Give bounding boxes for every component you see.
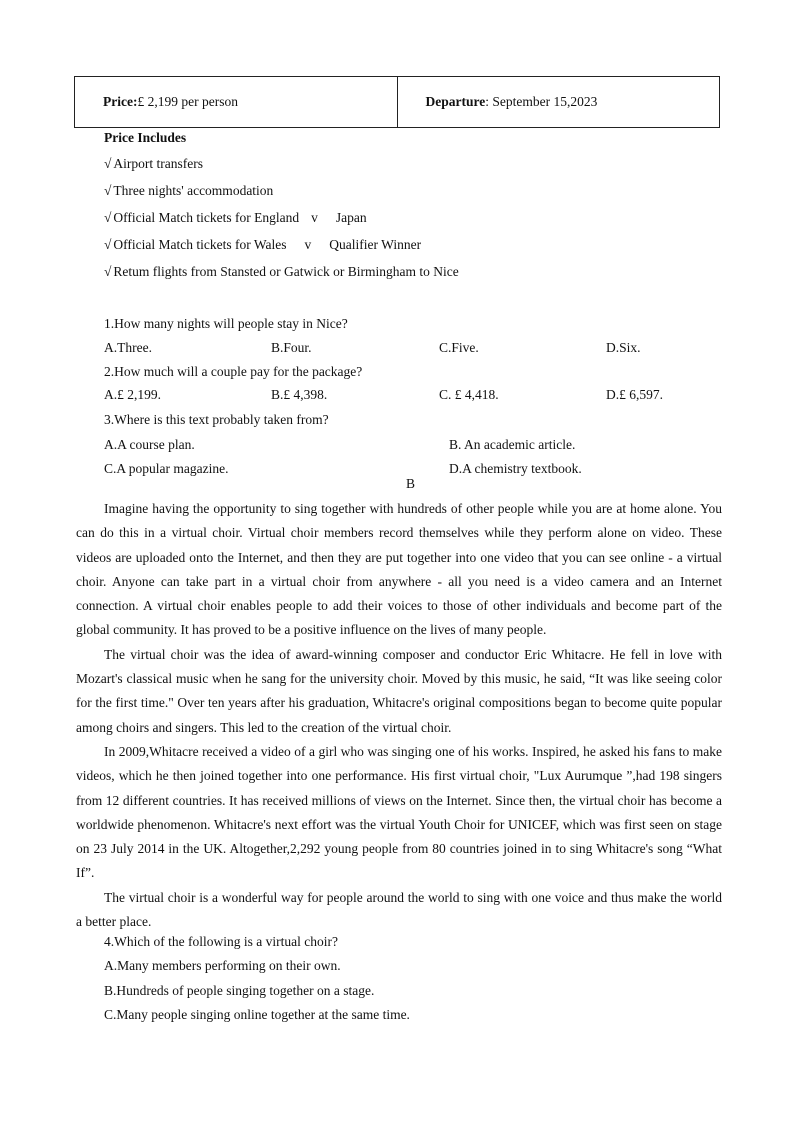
paragraph: The virtual choir was the idea of award-winning composer and conductor Eric Whitacre. He fell in love with Mozart's classical music when he sang for the university choir. Moved by this music, he said, “It was like seeing color for the first time." Over ten years after his graduation, Whitacre's original compositions began to become quite popular among choirs and singers. This led to the creation of the virtual choir.: [76, 646, 722, 735]
includes-title: Price Includes: [104, 130, 187, 145]
option: A.Many members performing on their own.: [104, 958, 341, 974]
option: B.£ 4,398.: [271, 387, 328, 402]
check-icon: √: [104, 237, 112, 252]
includes-list: [104, 155, 459, 290]
paragraph: In 2009,Whitacre received a video of a girl who was singing one of his works. Inspired, he asked his fans to make videos, which he then joined together into one performance. His first virtual choir, "Lux Aurumque ”,had 198 singers from 12 different countries. It has received millions of views on the Internet. Since then, the virtual choir has become a worldwide phenomenon. Whitacre's next effort was the virtual Youth Choir for UNICEF, which was first seen on stage on 23 July 2014 in the UK. Altogether,2,292 young people from 80 countries joined in to sing Whitacre's song “What If”.: [76, 743, 722, 881]
vs-text: v: [311, 210, 318, 225]
departure-label: Departure: [425, 94, 486, 109]
option-row: [104, 386, 724, 404]
option: D.A chemistry textbook.: [449, 461, 582, 476]
option: D.£ 6,597.: [606, 387, 663, 402]
question-4: [104, 933, 410, 1030]
price-cell: [75, 77, 397, 127]
option: C.Five.: [439, 340, 479, 355]
question-stem: 4.Which of the following is a virtual choir?: [104, 934, 338, 949]
vs-text: v: [304, 237, 312, 252]
price-value: £ 2,199 per person: [137, 94, 238, 109]
option: C.Many people singing online together at the same time.: [104, 1006, 410, 1022]
reading-passage: [76, 497, 722, 934]
option-row: [104, 339, 724, 357]
option: C. £ 4,418.: [439, 387, 499, 402]
option: B.Hundreds of people singing together on a stage.: [104, 982, 375, 998]
list-item: √ Official Match tickets for Wales v Qualifier Winner: [104, 237, 422, 252]
question-stem: 1.How many nights will people stay in Nice?: [104, 316, 348, 331]
list-item: √ Three nights' accommodation: [104, 183, 274, 198]
list-item: √ Official Match tickets for England v Japan: [104, 210, 367, 225]
list-item: √ Airport transfers: [104, 156, 204, 171]
price-table: [74, 76, 720, 128]
departure-cell: [397, 77, 720, 127]
paragraph: The virtual choir is a wonderful way for people around the world to sing with one voice and thus make the world a better place.: [76, 889, 722, 930]
opponent: Japan: [335, 210, 367, 225]
option-row: [104, 436, 724, 454]
opponent: Qualifier Winner: [329, 237, 422, 252]
check-icon: √: [104, 210, 112, 225]
option: D.Six.: [606, 340, 641, 355]
question-stem: 2.How much will a couple pay for the package?: [104, 364, 363, 379]
check-icon: √: [104, 183, 112, 198]
paragraph: Imagine having the opportunity to sing together with hundreds of other people while you are at home alone. You can do this in a virtual choir. Virtual choir members record themselves while they perform alone on video. These videos are uploaded onto the Internet, and then they are put together into one video that you can see online - a virtual choir. Anyone can take part in a virtual choir from anywhere - all you need is a video camera and an Internet connection. A virtual choir enables people to add their voices to those of other individuals and become part of the global community. It has proved to be a positive influence on the lives of many people.: [76, 501, 722, 638]
option: B.Four.: [271, 340, 312, 355]
departure-value: : September 15,2023: [485, 94, 598, 109]
check-icon: √: [104, 264, 112, 279]
option: A.Three.: [104, 340, 152, 355]
section-heading: B: [406, 476, 416, 491]
option: A.A course plan.: [104, 437, 195, 452]
price-label: Price:: [103, 94, 138, 109]
question-stem: 3.Where is this text probably taken from?: [104, 412, 329, 427]
list-item: √ Retum flights from Stansted or Gatwick or Birmingham to Nice: [104, 264, 459, 279]
check-icon: √: [104, 156, 112, 171]
option: B. An academic article.: [449, 437, 576, 452]
option: A.£ 2,199.: [104, 387, 161, 402]
option: C.A popular magazine.: [104, 461, 229, 476]
